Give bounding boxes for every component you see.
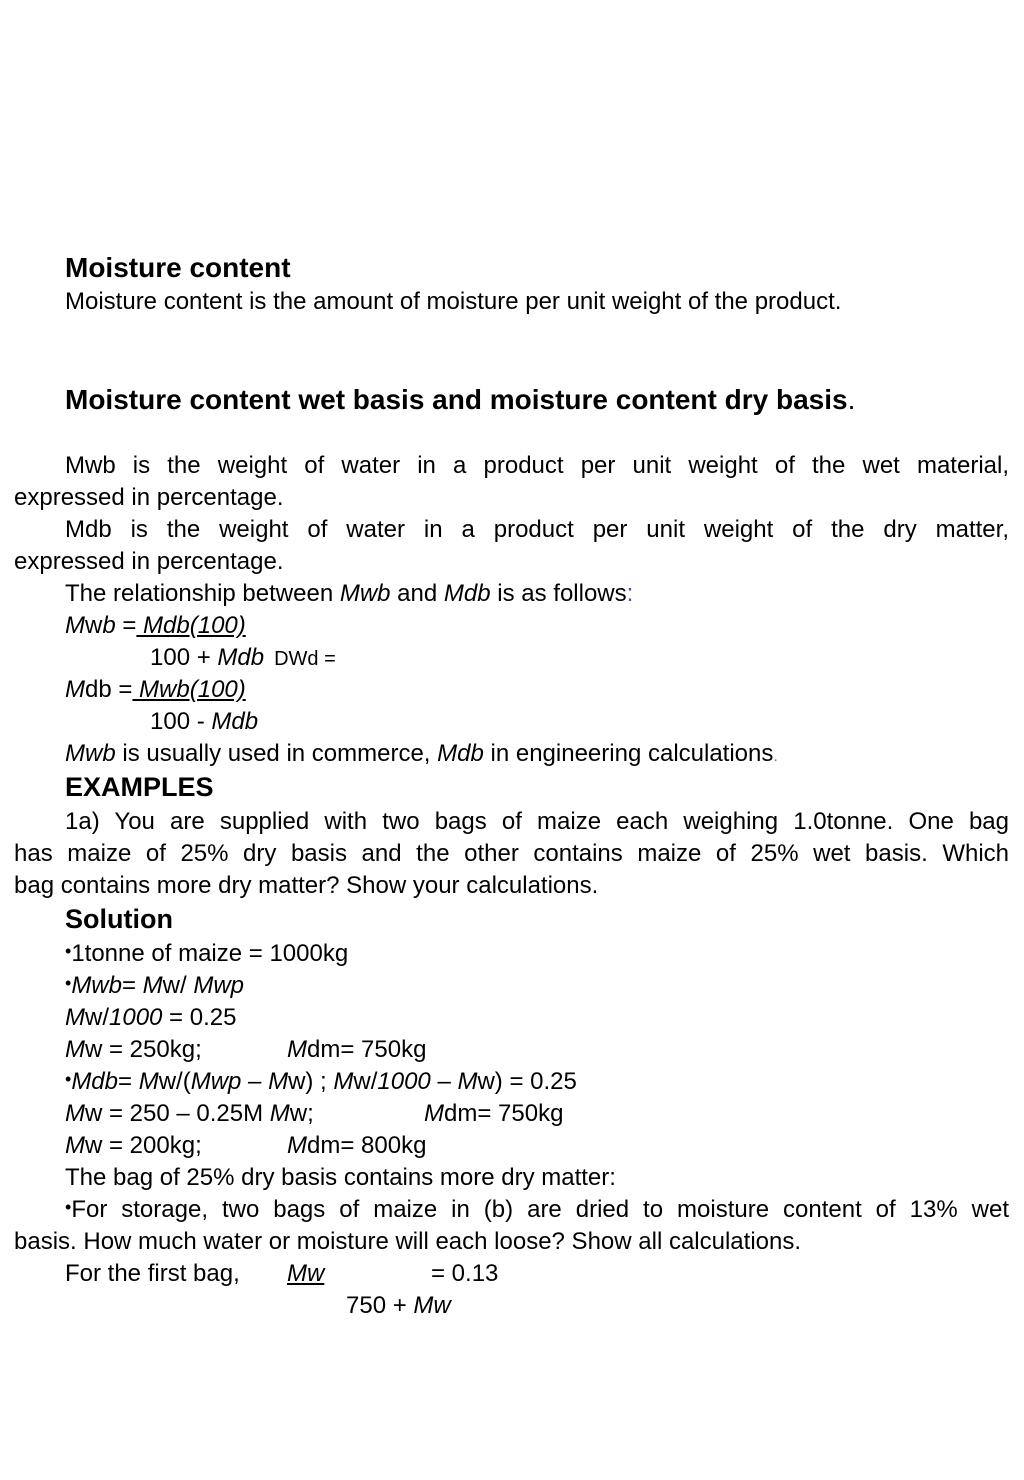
mdb-definition-line1: Mdb is the weight of water in a product per unit weight of the dry matter, — [65, 516, 1009, 543]
solution-step-1: •1tonne of maize = 1000kg — [65, 940, 349, 967]
storage-question-line1: •For storage, two bags of maize in (b) are dried to moisture content of 13% wet — [65, 1196, 1009, 1223]
solution-step-7: Mw = 200kg; — [65, 1132, 202, 1159]
question-line2: has maize of 25% dry basis and the other contains maize of 25% wet basis. Which — [14, 840, 1009, 867]
mdb-definition-line2: expressed in percentage. — [14, 548, 284, 575]
dwd-note: DWd = — [274, 648, 336, 670]
first-bag-result: = 0.13 — [431, 1260, 499, 1287]
question-line3: bag contains more dry matter? Show your calculations. — [14, 872, 599, 899]
heading-moisture-content: Moisture content — [65, 252, 291, 283]
solution-step-4: Mw = 250kg; — [65, 1036, 202, 1063]
heading-solution: Solution — [65, 904, 173, 934]
first-bag-denominator: 750 + Mw — [346, 1292, 451, 1319]
solution-step-4-dm: Mdm= 750kg — [287, 1036, 427, 1063]
usage-line: Mwb is usually used in commerce, Mdb in engineering calculations. — [65, 740, 778, 767]
solution-step-6-dm: Mdm= 750kg — [424, 1100, 564, 1127]
solution-step-5: •Mdb= Mw/(Mwp – Mw) ; Mw/1000 – Mw) = 0.25 — [65, 1068, 577, 1095]
formula-mwb-denominator: 100 + Mdb DWd = — [150, 644, 336, 671]
solution-step-7-dm: Mdm= 800kg — [287, 1132, 427, 1159]
heading-examples: EXAMPLES — [65, 772, 214, 802]
solution-step-3: Mw/1000 = 0.25 — [65, 1004, 237, 1031]
solution-step-6: Mw = 250 – 0.25M Mw; — [65, 1100, 314, 1127]
storage-question-line2: basis. How much water or moisture will each loose? Show all calculations. — [14, 1228, 802, 1255]
mwb-definition-line2: expressed in percentage. — [14, 484, 284, 511]
formula-mdb-numerator: Mdb = Mwb(100) — [65, 676, 246, 703]
definition-text: Moisture content is the amount of moisture per unit weight of the product. — [65, 288, 842, 315]
relationship-line: The relationship between Mwb and Mdb is as follows: — [65, 580, 634, 607]
solution-conclusion: The bag of 25% dry basis contains more dry matter: — [65, 1164, 616, 1191]
mwb-definition-line1: Mwb is the weight of water in a product per unit weight of the wet material, — [65, 452, 1009, 479]
question-line1: 1a) You are supplied with two bags of maize each weighing 1.0tonne. One bag — [65, 808, 1009, 835]
first-bag-numerator: Mw — [287, 1260, 325, 1287]
formula-mwb-numerator: Mwb = Mdb(100) — [65, 612, 246, 639]
first-bag-label: For the first bag, — [65, 1260, 240, 1287]
formula-mdb-denominator: 100 - Mdb — [150, 708, 259, 735]
heading-wet-dry-basis: Moisture content wet basis and moisture content dry basis. — [65, 384, 856, 415]
solution-step-2: •Mwb= Mw/ Mwp — [65, 972, 245, 999]
